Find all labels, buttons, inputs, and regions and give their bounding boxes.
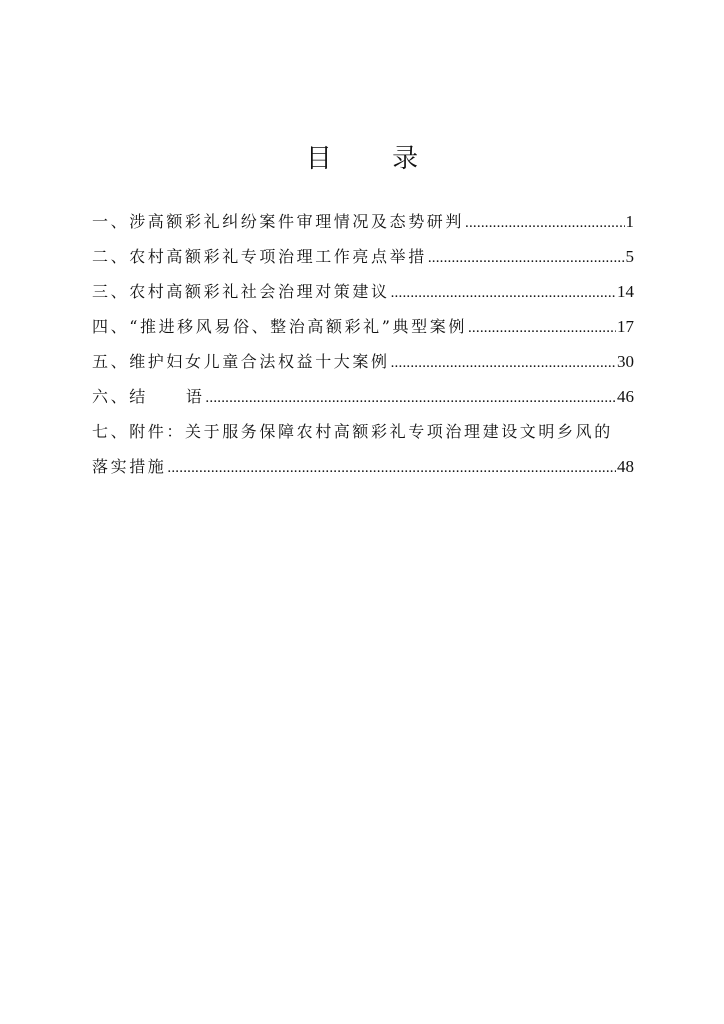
- toc-entry-text: [92, 379, 204, 414]
- toc-entry-7-line-1[interactable]: [92, 414, 634, 449]
- toc-entry-3[interactable]: [92, 274, 634, 309]
- toc-entry-7-line-2[interactable]: [92, 449, 634, 484]
- toc-entry-text-part: 六、结: [92, 387, 148, 406]
- toc-leader-dots: [428, 241, 625, 276]
- toc-leader-dots: [391, 276, 616, 311]
- toc-page-number: 48: [617, 457, 634, 476]
- toc-leader-dots: [391, 346, 616, 381]
- toc-entry-text: 三、农村高额彩礼社会治理对策建议: [92, 282, 390, 301]
- toc-page-number: 1: [625, 212, 634, 231]
- toc-leader-dots: [465, 206, 624, 241]
- toc-leader-dots: [167, 451, 616, 486]
- toc-page-number: 17: [617, 317, 634, 336]
- toc-entry-text: 七、附件：关于服务保障农村高额彩礼专项治理建设文明乡风的: [92, 422, 613, 441]
- toc-entry-text: 落实措施: [92, 457, 167, 476]
- toc-entry-text: 四、“推进移风易俗、整治高额彩礼”典型案例: [92, 317, 467, 336]
- toc-entry-text: 一、涉高额彩礼纠纷案件审理情况及态势研判: [92, 212, 465, 231]
- toc-page-number: 14: [617, 282, 634, 301]
- toc-entry-text: 五、维护妇女儿童合法权益十大案例: [92, 352, 390, 371]
- table-of-contents: [92, 204, 634, 484]
- toc-leader-dots: [205, 381, 616, 416]
- toc-page-number: 30: [617, 352, 634, 371]
- toc-leader-dots: [468, 311, 616, 346]
- toc-entry-2[interactable]: [92, 239, 634, 274]
- toc-entry-text-part: 语: [185, 387, 205, 406]
- toc-page-number: 5: [625, 247, 634, 266]
- toc-entry-6[interactable]: [92, 379, 634, 414]
- toc-page-number: 46: [617, 387, 634, 406]
- toc-entry-1[interactable]: [92, 204, 634, 239]
- toc-entry-5[interactable]: [92, 344, 634, 379]
- toc-entry-4[interactable]: [92, 309, 634, 344]
- toc-entry-text: 二、农村高额彩礼专项治理工作亮点举措: [92, 247, 427, 266]
- toc-title: 目 录: [305, 144, 445, 174]
